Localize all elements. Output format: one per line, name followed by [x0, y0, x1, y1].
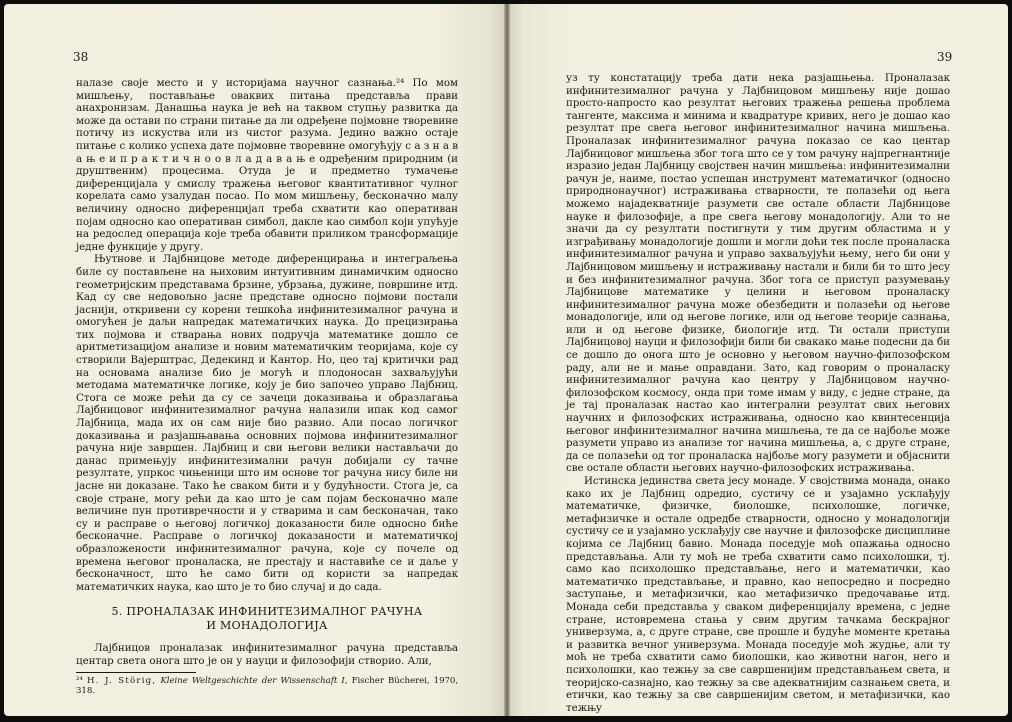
left-page-text	[76, 77, 458, 696]
section-heading-line-1: 5. ПРОНАЛАЗАК ИНФИНИТЕЗИМАЛНОГ РАЧУНА	[111, 605, 423, 619]
right-page-number: 39	[937, 50, 953, 64]
left-paragraph-2: Њутнове и Лајбницове методе диференцирања и интеграљења биле су постављене на њиховим интуитивним динамичким односно геометријским представама брзине, убрзања, дужине, површине итд. Кад су све недовољно јасне представе односно појмови постали јаснији, откривени су корени тешкоћа инфинитезималног рачуна и омогућен је даљи напредак математичких наука. До прецизирања тих појмова и стварања нових подручја математике дошло се аритметизацијом анализе и новим математичким теоријама, које су створили Вајерштрас, Дедекинд и Кантор. Но, цео тај критички рад на основама анализе био је могућ и плодоносан захваљујући методама математичке логике, коју је био започео управо Лајбниц. Стога се може рећи да су се зачеци доказивања и образлагања Лајбницовог инфинитезималног рачуна налазили ипак код самог Лајбница, мада их он сам није био развио. Али посао логичког доказивања и разјашњавања основних појмова инфинитезималног рачуна није завршен. Лајбниц и сви његови велики настављачи до данас примењују инфинитезимални рачун добијали су тачне резултате, упркос чињеници што им основе тог рачуна нису биле ни јасне ни доказане. Тако ће сваком бити и у будућности. Стога је, са своје стране, могу рећи да као што је сам појам бесконачно мале величине пун противречности и у стварима и сам бесконачан, тако су и расправе о његовој логичкој доказаности биле односно биће бесконачне. Расправе о логичкој доказаности и математичкој образложености инфинитезималног рачуна, које су почеле од времена његовог проналаска, не престају и наставиће се и даље у бесконачност, што ће само бити од користи за напредак математичких наука, као што је то био случај и до сада.	[76, 253, 458, 593]
right-paragraph-2: Истинска јединства света јесу монаде. У својствима монада, онако како их је Лајбниц одредио, сустичу се и узајамно усклађују математичке, физичке, биолошке, психолошке, логичке, метафизичке и остале одредбе стварности, односно у монадологији сустичу се и узајамно усклађују све научне и филозофске дисциплине којима се Лајбниц бавио. Монада поседује моћ опажања односно представљања. Али ту моћ не треба схватити само психолошки, тј. само као психолошко представљање, него и математички, као математичко представљање, и правно, као непосредно и посредно заступање, и метафизички, као метафизичко предочавање итд. Монада себи представља у сваком диференцијалу времена, с једне стране, истовремена стања у свим другим тачкама бескрајног универзума, а, с друге стране, све прошле и будуће моменте кретања и развитка вечног универзума. Монада поседује моћ жудње, али ту моћ не треба схватити само биолошки, као животни нагон, него и психолошки, као тежњу за све савршенијим представљањем света, и теоријско-сазнајно, као тежњу за све адекватнијим сазнањем света, и етички, као тежњу за све савршенијим светом, и метафизички, као тежњу	[566, 475, 950, 714]
footnote	[76, 676, 458, 697]
footnote-publisher: Fischer Bücherei, 1970, 318.	[76, 675, 459, 696]
section-heading-line-2: И МОНАДОЛОГИЈА	[206, 618, 328, 632]
left-page-number: 38	[73, 50, 89, 64]
footnote-title: Kleine Weltgeschichte der Wissenschaft I,	[160, 675, 348, 686]
right-page-text	[566, 72, 950, 714]
footnote-author: H. J. Störig,	[86, 675, 157, 686]
left-paragraph-3: Лајбницов проналазак инфинитезималног рачуна представља центар света онога што је он у науци и филозофији створио. Али,	[76, 642, 458, 667]
left-paragraph-1: налазе своје место и у историјама научног сазнања.²⁴ По мом мишљењу, постављање оваквих питања представља прави анахронизам. Данашња наука је већ на таквом ступњу развитка да може да остави по страни питање да ли одређене појмовне творевине потичу из искуства или из чистог разума. Једино важно остаје питање с колико успеха дате појмовне творевине омогућују с а з н а в а њ е и п р а к т и ч н о о в л а д а в а њ е одређеним природним (и друштвеним) процесима. Отуда је и предметно тумачење диференцијала у смислу тражења његовог квантитативног чулног корелата само узалудан посао. По мом мишљењу, бесконачно малу величину односно диференцијал треба схватити као оперативан појам односно као оперативан симбол, дакле као симбол који упућује на редослед операција које треба обавити приликом трансформације једне функције у другу.	[76, 77, 458, 253]
footnote-divider	[76, 672, 196, 673]
section-heading	[76, 605, 458, 632]
right-paragraph-1: уз ту констатацију треба дати нека разјашњења. Проналазак инфинитезималног рачуна у Лајбницовом мишљењу није дошао просто-напросто као резултат његових тражења решења проблема тангенте, максима и минима и квадратуре кривих, него је дошао као резултат пре свега његовог инфинитезималног начина мишљења. Проналазак инфинитезималног рачуна показао се као центар Лајбницовог мишљења због тога што се у том рачуну најпрегнантније изразио један Лајбницу својствен начин мишљења: инфинитезимални рачун је, наиме, постао успешан инструмент математичког (односно природнонаучног) истраживања стварности, те полазећи од њега можемо најадекватније разумети све остале области Лајбницове науке и филозофије, а пре свега његову монадологију. Али то не значи да су резултати постигнути у тим другим областима и у изграђивању монадологије дошли и могли доћи тек после проналаска инфинитезималног рачуна и управо захваљујући њему, него би они у Лајбницовом мишљењу и истраживању настали и били би то што јесу и без инфинитезималног рачуна. Због тога се приступ разумевању Лајбницове математике у целини и његовом проналаску инфинитезималног рачуна може обезбедити и полазећи од његове монадологије, или од његове логике, или од његове теорије сазнања, или и од његове физике, биологије итд. Ти остали приступи Лајбницовој науци и филозофији били би свакако мање подесни да би се дошло до онога што је основно у његовом научно-филозофском раду, али не и мање оправдани. Зато, кад говорим о проналаску инфинитезималног рачуна као центру у Лајбницовом научно-филозофском космосу, онда при томе имам у виду, с једне стране, да је тај проналазак настао као интегрални резултат свих његових научних и филозофских истраживања, односно као квинтесенција његовог инфинитезималног начина мишљења, те да се најбоље може разумети управо из анализе тог начина мишљења, а, с друге стране, да се полазећи од тог проналаска најбоље могу разумети и објаснити све остале области његових научно-филозофских истраживања.	[566, 72, 950, 475]
footnote-marker: ²⁴	[76, 675, 83, 686]
